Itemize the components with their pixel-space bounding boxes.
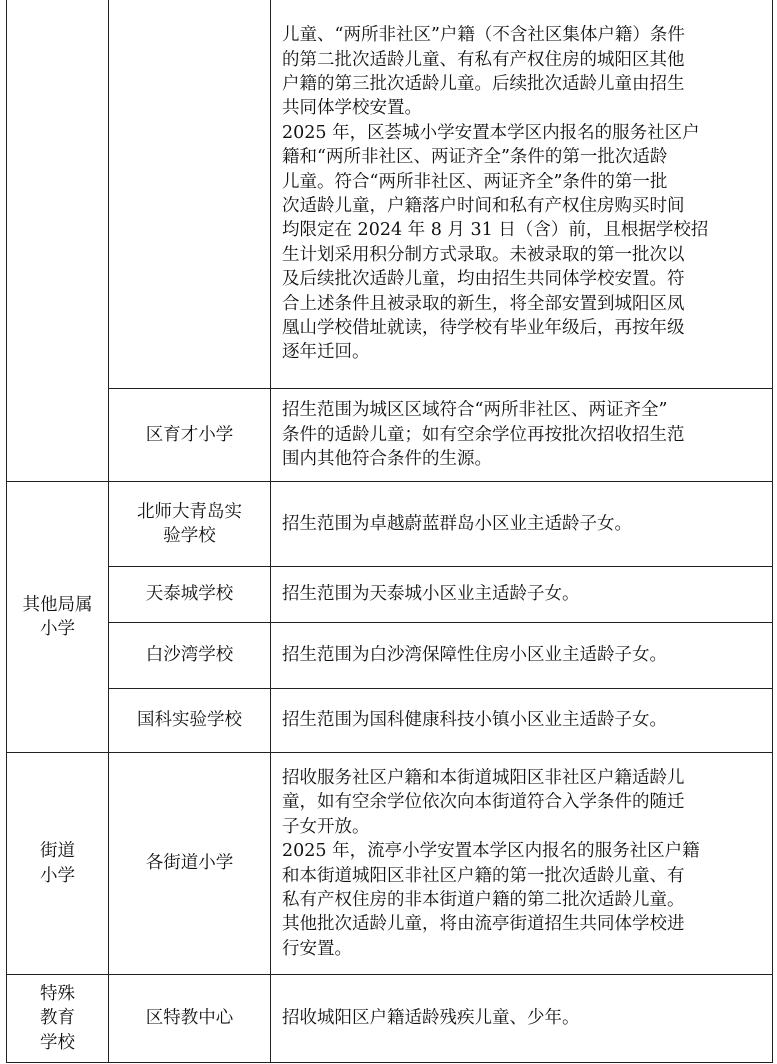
category-cell [7, 975, 109, 1063]
school-cell [109, 482, 271, 567]
enrollment-description [271, 753, 773, 975]
table-row [7, 482, 773, 567]
enrollment-description: 招生范围为天泰城小区业主适龄子女。 [271, 567, 773, 623]
enrollment-description: 招收城阳区户籍适龄残疾儿童、少年。 [271, 975, 773, 1063]
school-cell: 天泰城学校 [109, 567, 271, 623]
school-cell: 国科实验学校 [109, 689, 271, 753]
table-row [7, 567, 773, 623]
enrollment-description [271, 389, 773, 482]
enrollment-description [271, 0, 773, 389]
paragraph: 招收服务社区户籍和本街道城阳区非社区户籍适龄儿 童，如有空余学位依次向本街道符合入学条件的随迁 子女开放。 [282, 767, 685, 837]
category-cell [7, 753, 109, 975]
category-cell [7, 482, 109, 753]
enrollment-table [6, 0, 773, 1063]
category-label: 街道 小学 [40, 841, 75, 886]
enrollment-description: 招生范围为国科健康科技小镇小区业主适龄子女。 [271, 689, 773, 753]
school-cell: 区特教中心 [109, 975, 271, 1063]
enrollment-description: 招生范围为卓越蔚蓝群岛小区业主适龄子女。 [271, 482, 773, 567]
category-label: 特殊 教育 学校 [40, 983, 75, 1053]
paragraph: 招生范围为城区区域符合“两所非社区、两证齐全” 条件的适龄儿童；如有空余学位再按批次招收招生范 围内其他符合条件的生源。 [282, 400, 685, 470]
table-row [7, 623, 773, 689]
category-cell-continued [7, 0, 109, 482]
school-name: 北师大青岛实 验学校 [137, 501, 242, 546]
table-row [7, 389, 773, 482]
category-label: 其他局属 小学 [22, 594, 93, 639]
school-cell [109, 0, 271, 389]
school-cell: 区育才小学 [109, 389, 271, 482]
table-row [7, 0, 773, 389]
enrollment-description: 招生范围为白沙湾保障性住房小区业主适龄子女。 [271, 623, 773, 689]
table-row [7, 975, 773, 1063]
paragraph: 2025 年，流亭小学安置本学区内报名的服务社区户籍 和本街道城阳区非社区户籍的第一批次适龄儿童、有 私有产权住房的非本街道户籍的第二批次适龄儿童。 其他批次适龄儿童，将由流亭街道招生共同体学校进 行安置。 [282, 841, 700, 959]
school-cell: 白沙湾学校 [109, 623, 271, 689]
paragraph: 2025 年，区荟城小学安置本学区内报名的服务社区户 籍和“两所非社区、两证齐全”条件的第一批次适龄 儿童。符合“两所非社区、两证齐全”条件的第一批 次适龄儿童，户籍落户时间和私有产权住房购买时间 均限定在 2024 年 8 月 31 日（含）前，且根据学校招 生计划采用积分制方式录取。未被录取的第一批次以 及后续批次适龄儿童，均由招生共同体学校安置。符 合上述条件且被录取的新生，将全部安置到城阳区凤 凰山学校借址就读，待学校有毕业年级后，再按年级 逐年迁回。 [282, 122, 709, 363]
school-cell: 各街道小学 [109, 753, 271, 975]
table-row [7, 689, 773, 753]
paragraph: 儿童、“两所非社区”户籍（不含社区集体户籍）条件 的第二批次适龄儿童、有私有产权住房的城阳区其他 户籍的第三批次适龄儿童。后续批次适龄儿童由招生 共同体学校安置。 [282, 25, 685, 119]
table-row [7, 753, 773, 975]
